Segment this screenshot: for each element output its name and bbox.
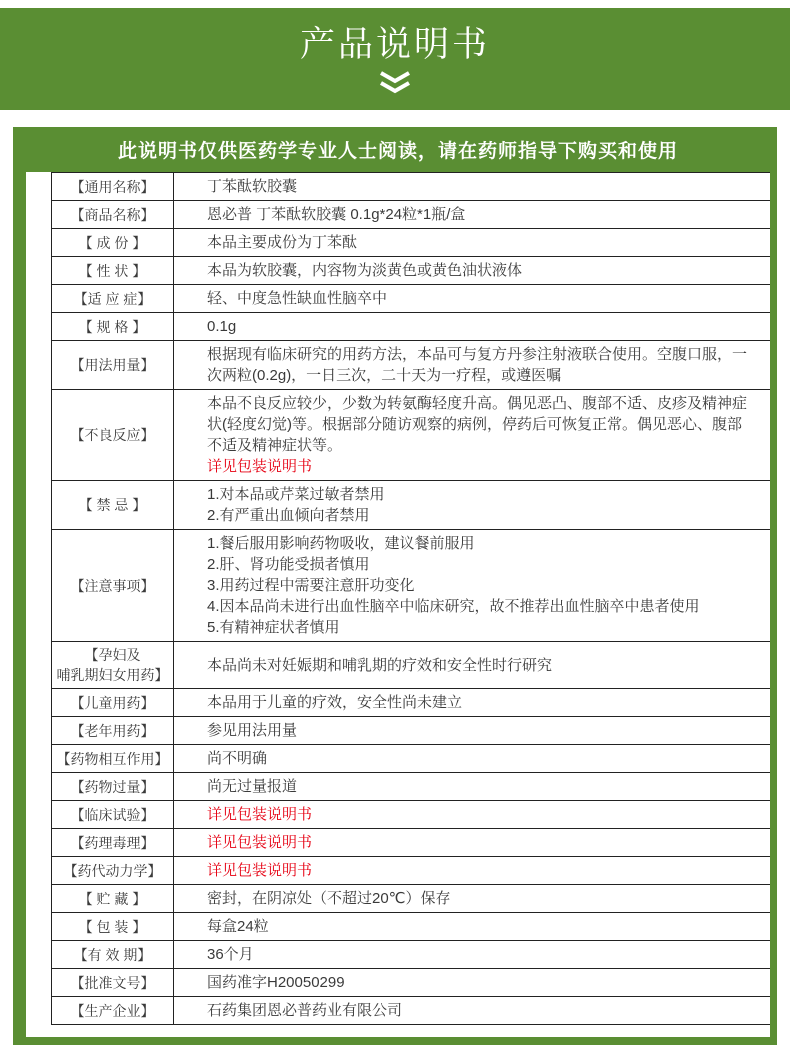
row-content-line: 密封，在阴凉处（不超过20℃）保存 bbox=[207, 890, 451, 907]
row-content-line: 1.餐后服用影响药物吸收，建议餐前服用 bbox=[207, 535, 475, 552]
row-label bbox=[52, 530, 174, 641]
row-content-line: 本品主要成份为丁苯酞 bbox=[207, 234, 358, 251]
row-label-line: 【药理毒理】 bbox=[70, 834, 155, 851]
row-content bbox=[174, 481, 770, 529]
page-title: 产品说明书 bbox=[299, 25, 490, 64]
row-content-line: 参见用法用量 bbox=[207, 722, 298, 739]
row-content bbox=[174, 997, 770, 1024]
row-label bbox=[52, 313, 174, 340]
row-label-line: 【生产企业】 bbox=[70, 1002, 155, 1019]
row-label-line: 【 包 装 】 bbox=[78, 918, 147, 935]
table-row bbox=[52, 969, 770, 997]
table-row bbox=[52, 341, 770, 390]
row-label-line: 【不良反应】 bbox=[70, 427, 155, 443]
row-label bbox=[52, 941, 174, 968]
row-content-line: 36个月 bbox=[207, 946, 254, 963]
row-content-line: 丁苯酞软胶囊 bbox=[207, 178, 298, 195]
row-content-line: 本品不良反应较少，少数为转氨酶轻度升高。偶见恶凸、腹部不适、皮疹及精神症状(轻度幻觉)等。根据部分随访观察的病例，停药后可恢复正常。偶见恶心、腹部不适及精神症状等。 bbox=[207, 395, 748, 454]
double-chevron-down-icon bbox=[375, 70, 415, 94]
table-row bbox=[52, 285, 770, 313]
row-content-line: 1.对本品或芹菜过敏者禁用 bbox=[207, 486, 385, 503]
row-label bbox=[52, 257, 174, 284]
row-label-line: 【 规 格 】 bbox=[78, 318, 147, 335]
row-label bbox=[52, 717, 174, 744]
row-content bbox=[174, 530, 770, 641]
row-content-line-red: 详见包装说明书 bbox=[207, 834, 313, 851]
table-row bbox=[52, 829, 770, 857]
row-content-line: 轻、中度急性缺血性脑卒中 bbox=[207, 290, 388, 307]
row-label bbox=[52, 857, 174, 884]
row-label bbox=[52, 173, 174, 200]
row-label bbox=[52, 997, 174, 1024]
row-content-line: 本品为软胶囊，内容物为淡黄色或黄色油状液体 bbox=[207, 262, 523, 279]
row-label bbox=[52, 285, 174, 312]
row-label-line: 【临床试验】 bbox=[70, 806, 155, 823]
row-content-line: 根据现有临床研究的用药方法，本品可与复方丹参注射液联合使用。空腹口服，一次两粒(0.2g)，一日三次，二十天为一疗程，或遵医嘱 bbox=[207, 346, 748, 384]
row-content bbox=[174, 313, 770, 340]
row-content bbox=[174, 745, 770, 772]
row-content bbox=[174, 773, 770, 800]
row-content bbox=[174, 829, 770, 856]
row-content-line: 5.有精神症状者慎用 bbox=[207, 619, 340, 636]
row-label bbox=[52, 969, 174, 996]
row-label-line: 【药代动力学】 bbox=[63, 862, 162, 879]
row-content bbox=[174, 201, 770, 228]
row-content bbox=[174, 229, 770, 256]
row-content-line: 本品尚未对妊娠期和哺乳期的疗效和安全性时行研究 bbox=[207, 656, 553, 674]
row-content bbox=[174, 390, 770, 480]
row-label-line: 【适 应 症】 bbox=[73, 290, 152, 307]
row-content bbox=[174, 173, 770, 200]
table-row bbox=[52, 201, 770, 229]
table-row bbox=[52, 857, 770, 885]
row-content-line: 0.1g bbox=[207, 318, 237, 335]
row-label-line: 【 成 份 】 bbox=[78, 234, 147, 251]
row-content-line: 石药集团恩必普药业有限公司 bbox=[207, 1002, 403, 1019]
table-row bbox=[52, 313, 770, 341]
row-label-line: 【有 效 期】 bbox=[73, 946, 152, 963]
row-label-line: 【 性 状 】 bbox=[78, 262, 147, 279]
row-label-line: 【注意事项】 bbox=[70, 577, 155, 594]
table-row bbox=[52, 642, 770, 689]
row-label-line: 【 禁 忌 】 bbox=[78, 497, 147, 513]
spec-table-wrap bbox=[26, 172, 770, 1037]
table-row bbox=[52, 913, 770, 941]
table-row bbox=[52, 530, 770, 642]
row-content bbox=[174, 885, 770, 912]
row-label bbox=[52, 773, 174, 800]
row-content bbox=[174, 969, 770, 996]
row-label-line: 【 贮 藏 】 bbox=[78, 890, 147, 907]
row-content-line: 本品用于儿童的疗效，安全性尚未建立 bbox=[207, 694, 463, 711]
row-content bbox=[174, 257, 770, 284]
table-row bbox=[52, 481, 770, 530]
row-content-line: 每盒24粒 bbox=[207, 918, 269, 935]
row-label bbox=[52, 642, 174, 688]
professional-notice: 此说明书仅供医药学专业人士阅读，请在药师指导下购买和使用 bbox=[117, 141, 678, 162]
row-content bbox=[174, 801, 770, 828]
row-label-line: 【商品名称】 bbox=[70, 206, 155, 223]
row-label bbox=[52, 341, 174, 389]
table-row bbox=[52, 173, 770, 201]
table-row bbox=[52, 801, 770, 829]
row-content bbox=[174, 341, 770, 389]
table-row bbox=[52, 941, 770, 969]
row-label bbox=[52, 229, 174, 256]
row-content-line: 国药准字H20050299 bbox=[207, 974, 345, 991]
row-content bbox=[174, 285, 770, 312]
row-content bbox=[174, 857, 770, 884]
row-content-line-red: 详见包装说明书 bbox=[207, 458, 313, 475]
row-label-line: 哺乳期妇女用药】 bbox=[56, 667, 169, 683]
row-label bbox=[52, 829, 174, 856]
row-content bbox=[174, 717, 770, 744]
row-content bbox=[174, 913, 770, 940]
row-label-line: 【批准文号】 bbox=[70, 974, 155, 991]
row-label-line: 【用法用量】 bbox=[70, 357, 155, 373]
row-label bbox=[52, 481, 174, 529]
row-content bbox=[174, 689, 770, 716]
table-row bbox=[52, 745, 770, 773]
row-label-line: 【儿童用药】 bbox=[70, 694, 155, 711]
row-content-line: 尚不明确 bbox=[207, 750, 268, 767]
row-label-line: 【药物相互作用】 bbox=[56, 750, 169, 767]
row-content bbox=[174, 941, 770, 968]
row-label bbox=[52, 885, 174, 912]
row-content-line: 尚无过量报道 bbox=[207, 778, 298, 795]
row-label-line: 【老年用药】 bbox=[70, 722, 155, 739]
table-row bbox=[52, 773, 770, 801]
table-row bbox=[52, 997, 770, 1025]
row-content-line: 3.用药过程中需要注意肝功变化 bbox=[207, 577, 415, 594]
table-row bbox=[52, 689, 770, 717]
row-content-line: 4.因本品尚未进行出血性脑卒中临床研究，故不推荐出血性脑卒中患者使用 bbox=[207, 598, 700, 615]
row-content-line-red: 详见包装说明书 bbox=[207, 806, 313, 823]
table-row bbox=[52, 390, 770, 481]
row-label-line: 【药物过量】 bbox=[70, 778, 155, 795]
row-content-line: 恩必普 丁苯酞软胶囊 0.1g*24粒*1瓶/盒 bbox=[207, 206, 466, 223]
spec-table bbox=[51, 172, 770, 1025]
row-label bbox=[52, 201, 174, 228]
row-content-line: 2.肝、肾功能受损者慎用 bbox=[207, 556, 370, 573]
row-content-line-red: 详见包装说明书 bbox=[207, 862, 313, 879]
product-manual-banner bbox=[0, 8, 790, 110]
row-label bbox=[52, 745, 174, 772]
row-label bbox=[52, 801, 174, 828]
row-content-line: 2.有严重出血倾向者禁用 bbox=[207, 507, 370, 524]
row-label bbox=[52, 913, 174, 940]
spec-section bbox=[13, 127, 777, 1045]
table-row bbox=[52, 257, 770, 285]
table-row bbox=[52, 885, 770, 913]
row-label bbox=[52, 689, 174, 716]
table-row bbox=[52, 717, 770, 745]
row-label-line: 【孕妇及 bbox=[84, 647, 141, 663]
row-label bbox=[52, 390, 174, 480]
row-content bbox=[174, 642, 770, 688]
row-label-line: 【通用名称】 bbox=[70, 178, 155, 195]
table-row bbox=[52, 229, 770, 257]
